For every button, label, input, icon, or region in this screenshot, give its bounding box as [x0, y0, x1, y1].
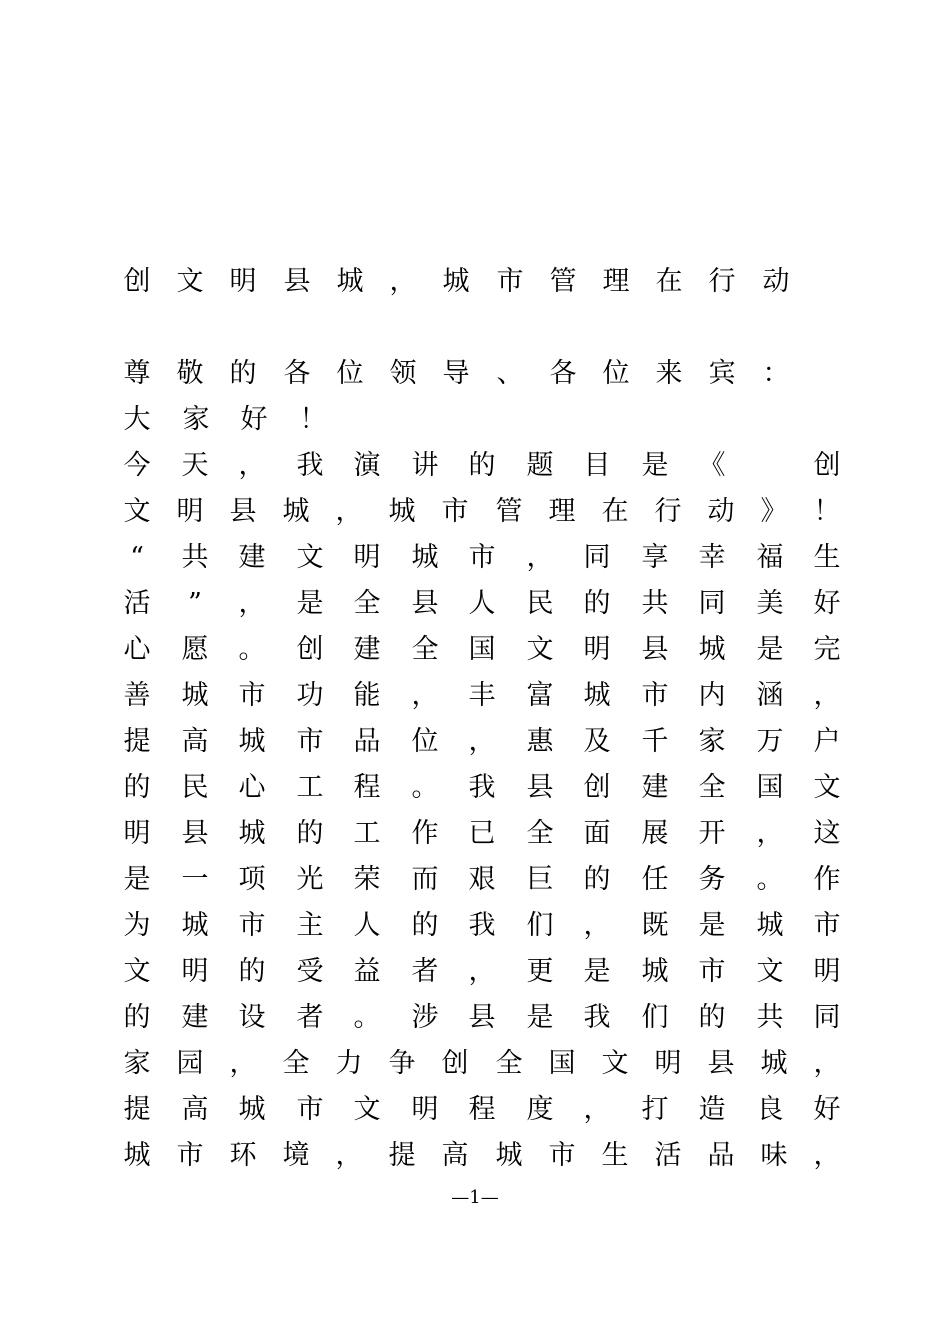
body-line: 的 建 设 者 。 涉 县 是 我 们 的 共 同 [123, 1002, 841, 1033]
body-line: 活 ” ， 是 全 县 人 民 的 共 同 美 好 [123, 588, 841, 619]
body-line: 今 天 ， 我 演 讲 的 题 目 是 《 创 [123, 450, 841, 481]
body-line: 善 城 市 功 能 ， 丰 富 城 市 内 涵 ， [123, 680, 841, 711]
body-line: 是 一 项 光 荣 而 艰 巨 的 任 务 。 作 [123, 864, 841, 895]
body-line: 提 高 城 市 文 明 程 度 ， 打 造 良 好 [123, 1094, 841, 1125]
body-line: “ 共 建 文 明 城 市 ， 同 享 幸 福 生 [130, 542, 841, 573]
body-line: 心 愿 。 创 建 全 国 文 明 县 城 是 完 [123, 634, 841, 665]
body-line: 提 高 城 市 品 位 ， 惠 及 千 家 万 户 [123, 726, 841, 757]
body-line: 家 园 ， 全 力 争 创 全 国 文 明 县 城 ， [123, 1048, 841, 1079]
page-number: —1— [451, 1187, 499, 1208]
salutation: 尊 敬 的 各 位 领 导 、 各 位 来 宾 ： [123, 358, 790, 389]
document-title: 创 文 明 县 城 ， 城 市 管 理 在 行 动 [123, 266, 790, 297]
body-line: 文 明 县 城 ， 城 市 管 理 在 行 动 》 ！ [123, 496, 841, 527]
greeting: 大 家 好 ！ [123, 404, 327, 435]
body-line: 明 县 城 的 工 作 已 全 面 展 开 ， 这 [123, 818, 841, 849]
body-line: 为 城 市 主 人 的 我 们 ， 既 是 城 市 [123, 910, 841, 941]
body-line: 文 明 的 受 益 者 ， 更 是 城 市 文 明 [123, 956, 841, 987]
body-line: 的 民 心 工 程 。 我 县 创 建 全 国 文 [123, 772, 841, 803]
body-line: 城 市 环 境 ， 提 高 城 市 生 活 品 味 ， [123, 1140, 841, 1171]
